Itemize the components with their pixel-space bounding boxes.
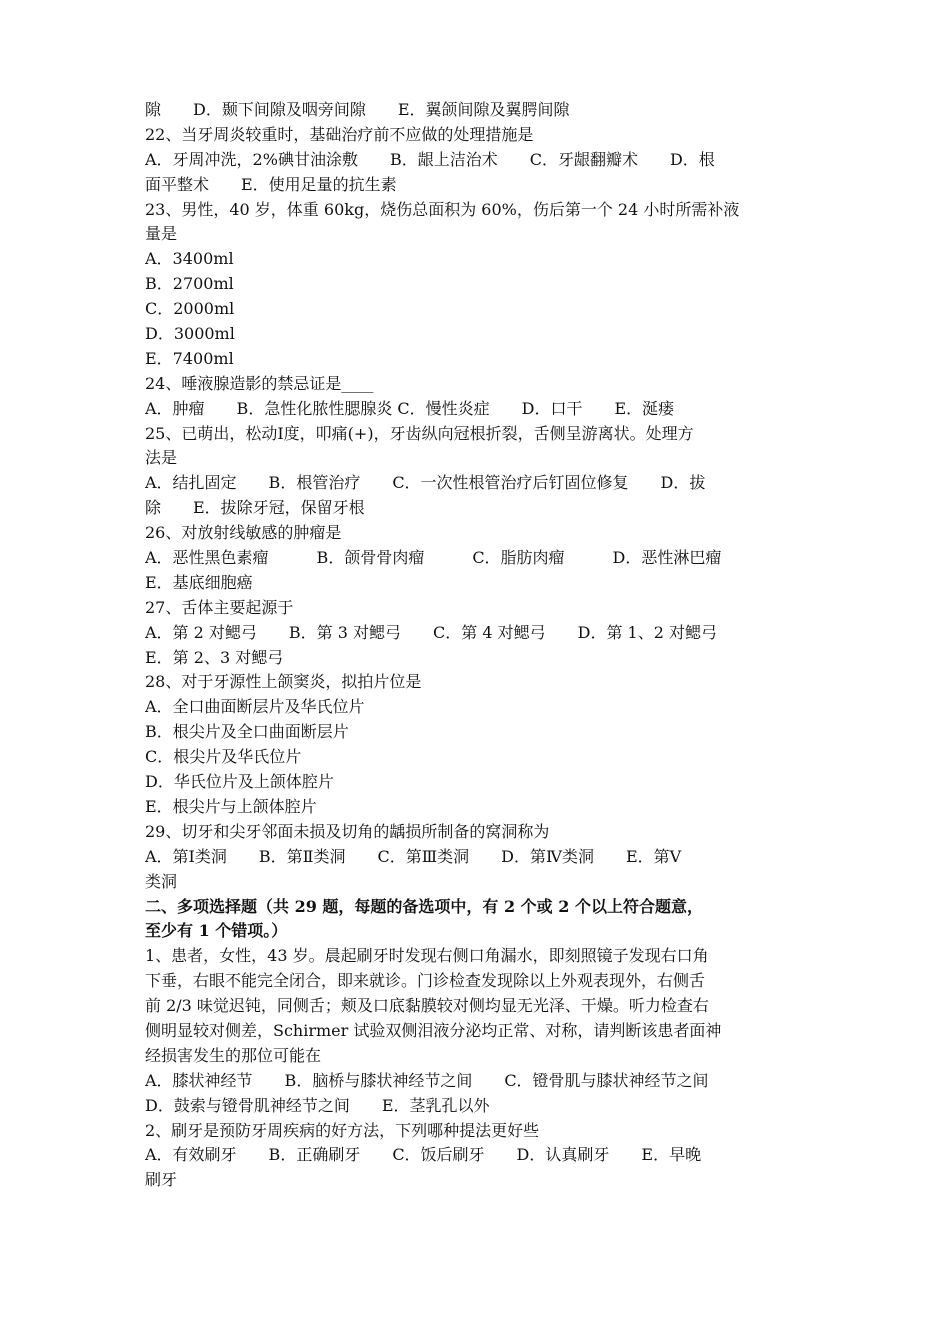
question-23-option-b: B．2700ml [145,274,234,294]
question-24-options: A．肿瘤 B．急性化脓性腮腺炎 C．慢性炎症 D．口干 E．涎瘘 [145,398,675,418]
mq-question-2: 2、刷牙是预防牙周疾病的好方法，下列哪种提法更好些 [145,1120,540,1140]
question-29-options: A．第Ⅰ类洞 B．第Ⅱ类洞 C．第Ⅲ类洞 D．第Ⅳ类洞 E．第Ⅴ [145,846,682,866]
question-23-option-c: C．2000ml [145,299,235,319]
question-22: 22、当牙周炎较重时，基础治疗前不应做的处理措施是 [145,124,534,144]
question-28-option-a: A．全口曲面断层片及华氏位片 [145,697,365,717]
question-25-options-cont: 除 E．拔除牙冠，保留牙根 [145,498,365,518]
question-23-option-e: E．7400ml [145,348,234,368]
question-23-option-a: A．3400ml [145,249,234,269]
mq-question-2-options-cont: 刷牙 [145,1170,178,1190]
question-28-option-e: E．根尖片与上颌体腔片 [145,796,317,816]
question-25-options: A．结扎固定 B．根管治疗 C．一次性根管治疗后钉固位修复 D．拔 [145,473,706,493]
mq-question-1-cont: 侧明显较对侧差，Schirmer 试验双侧泪液分泌均正常、对称，请判断该患者面神 [145,1020,722,1040]
section-heading-cont: 至少有 1 个错项。） [145,921,288,941]
mq-question-1-options-cont: D．鼓索与镫骨肌神经节之间 E．茎乳孔以外 [145,1095,490,1115]
question-27-options-cont: E．第 2、3 对鳃弓 [145,647,284,667]
question-26-options: A．恶性黑色素瘤 B．颌骨骨肉瘤 C．脂肪肉瘤 D．恶性淋巴瘤 [145,548,722,568]
mq-question-1-cont: 前 2/3 味觉迟钝，同侧舌；颊及口底黏膜较对侧均显无光泽、干燥。听力检查右 [145,996,709,1016]
mq-question-1: 1、患者，女性，43 岁。晨起刷牙时发现右侧口角漏水，即刻照镜子发现右口角 [145,946,709,966]
question-26: 26、对放射线敏感的肿瘤是 [145,523,342,543]
question-28-option-c: C．根尖片及华氏位片 [145,747,302,767]
question-23: 23、男性，40 岁，体重 60kg，烧伤总面积为 60%，伤后第一个 24 小时所需补液 [145,199,740,219]
text-line: 隙 D．颞下间隙及咽旁间隙 E．翼颌间隙及翼腭间隙 [145,100,570,119]
mq-question-1-cont: 经损害发生的那位可能在 [145,1045,322,1065]
question-29-options-cont: 类洞 [145,871,178,891]
question-27: 27、舌体主要起源于 [145,597,294,617]
document-page [145,98,810,1193]
question-25: 25、已萌出，松动Ⅰ度，叩痛(+)，牙齿纵向冠根折裂，舌侧呈游离状。处理方 [145,423,694,443]
question-25-cont: 法是 [145,448,178,468]
question-29: 29、切牙和尖牙邻面未损及切角的龋损所制备的窝洞称为 [145,821,550,841]
question-24: 24、唾液腺造影的禁忌证是____ [145,373,374,393]
question-22-options-cont: 面平整术 E．使用足量的抗生素 [145,174,397,194]
question-23-cont: 量是 [145,224,178,244]
question-26-options-cont: E．基底细胞癌 [145,572,253,592]
question-23-option-d: D．3000ml [145,324,235,344]
question-28-option-d: D．华氏位片及上颌体腔片 [145,772,334,792]
question-28: 28、对于牙源性上颌窦炎，拟拍片位是 [145,672,422,692]
question-28-option-b: B．根尖片及全口曲面断层片 [145,722,349,742]
mq-question-1-cont: 下垂，右眼不能完全闭合，即来就诊。门诊检查发现除以上外观表现外，右侧舌 [145,971,706,991]
question-22-options: A．牙周冲洗，2%碘甘油涂敷 B．龈上洁治术 C．牙龈翻瓣术 D．根 [145,149,715,169]
question-27-options: A．第 2 对鳃弓 B．第 3 对鳃弓 C．第 4 对鳃弓 D．第 1、2 对鳃弓 [145,622,717,642]
mq-question-2-options: A．有效刷牙 B．正确刷牙 C．饭后刷牙 D．认真刷牙 E．早晚 [145,1145,702,1165]
mq-question-1-options: A．膝状神经节 B．脑桥与膝状神经节之间 C．镫骨肌与膝状神经节之间 [145,1070,709,1090]
section-heading: 二、多项选择题（共 29 题，每题的备选项中，有 2 个或 2 个以上符合题意， [145,896,703,916]
